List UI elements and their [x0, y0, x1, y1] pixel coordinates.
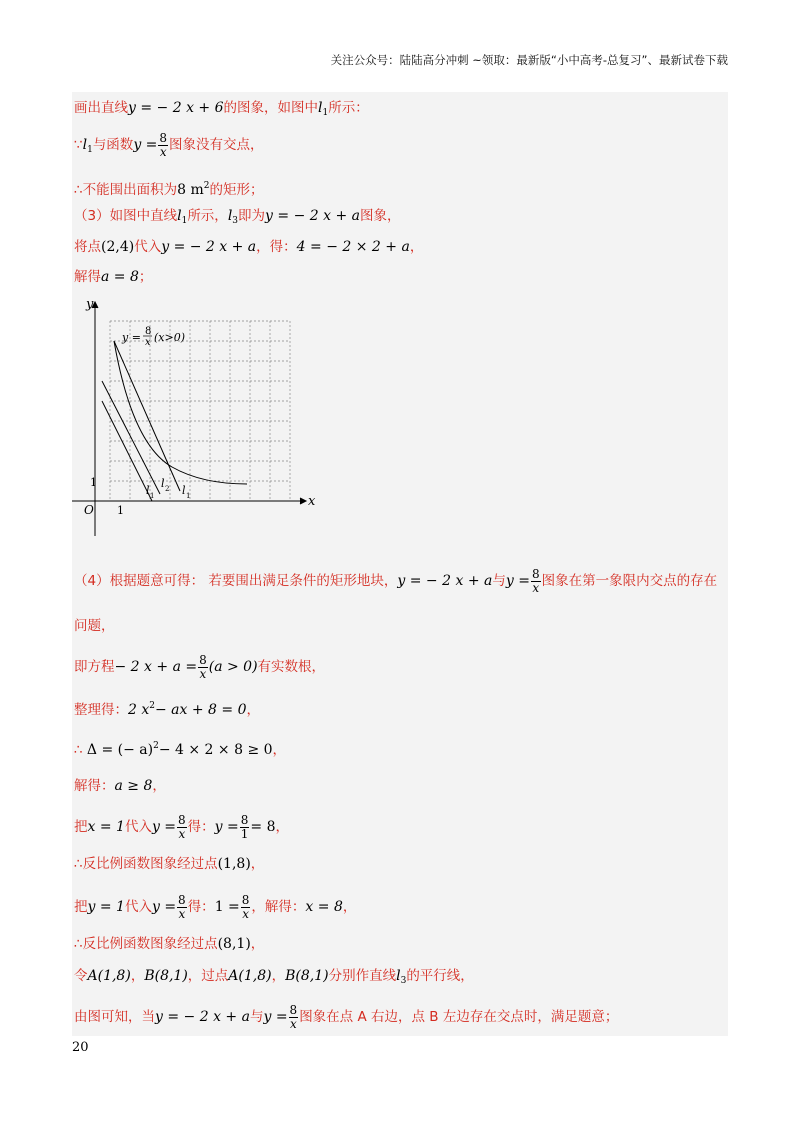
line-symbol: l — [227, 208, 233, 224]
fraction: $\frac{8}{x}$ — [178, 813, 186, 841]
text: ， — [250, 936, 265, 952]
text: 解得： — [74, 778, 115, 794]
text: ； — [138, 269, 153, 285]
equation: a ≥ 8 — [114, 778, 153, 794]
text: ， — [272, 742, 287, 758]
equation: 1 = — [214, 899, 240, 915]
point-b: B(8,1) — [285, 968, 329, 984]
text: ，过点 — [187, 968, 229, 984]
point-a: A(1,8) — [228, 968, 272, 984]
text: ， — [250, 856, 265, 872]
text: 将点 — [74, 239, 101, 255]
equation: y = − 2 x + 6 — [128, 100, 224, 116]
curve-fraction-num: 8 — [145, 326, 152, 337]
equation: − 2 x + a = — [114, 659, 198, 675]
equation: Δ = (− a) — [86, 742, 154, 758]
text: 由图可知，当 — [74, 1009, 155, 1025]
subscript: 1 — [181, 216, 188, 226]
equation: − ax + 8 = 0 — [155, 702, 247, 718]
text: 问题， — [74, 618, 115, 634]
subscript: 3 — [400, 976, 407, 986]
text-line-13 — [74, 814, 289, 841]
text: 所示， — [187, 208, 228, 224]
text-line-3 — [74, 176, 263, 200]
fraction: $\frac{8}{x}$ — [289, 1003, 298, 1031]
line-l3-left — [102, 401, 155, 501]
text: 的矩形； — [209, 182, 264, 198]
hyperbola-curve — [114, 341, 247, 484]
text: 的平行线， — [406, 968, 474, 984]
equation: y = — [151, 899, 177, 915]
point: (1,8) — [217, 856, 251, 872]
text: 得： — [187, 819, 215, 835]
equation: y = 1 — [87, 899, 125, 915]
text: 即方程 — [74, 659, 115, 675]
equation: y = — [151, 819, 177, 835]
text: 图象， — [359, 208, 401, 224]
text-line-11 — [74, 736, 286, 760]
text: 所示： — [328, 100, 369, 116]
fraction: $\frac{8}{x}$ — [178, 893, 186, 921]
text: ，解得： — [251, 899, 306, 915]
text-line-10 — [74, 696, 260, 720]
equation: 2 x — [128, 702, 150, 718]
superscript: 2 — [153, 741, 159, 751]
grid — [110, 321, 290, 501]
fraction: $\frac{8}{1}$ — [240, 813, 249, 841]
text: 画出直线 — [74, 100, 128, 116]
label-l3-sub: 1 — [150, 492, 155, 500]
text: ∴反比例函数图象经过点 — [74, 936, 218, 952]
axes — [72, 302, 306, 536]
text-line-9 — [74, 654, 325, 681]
equation: y = − 2 x + a — [155, 1009, 250, 1025]
text-line-18 — [74, 1004, 618, 1031]
superscript: 2 — [203, 181, 210, 191]
text: 的图象，如图中 — [223, 100, 319, 116]
fraction: $\frac{8}{x}$ — [159, 131, 168, 159]
text: ， — [275, 819, 289, 835]
text: 代入 — [134, 239, 162, 255]
text: 得： — [187, 899, 215, 915]
text: ，得： — [256, 239, 297, 255]
subscript: 1 — [87, 145, 93, 155]
curve-condition: (x>0) — [154, 331, 186, 344]
text: ， — [152, 778, 166, 794]
equation: 4 = − 2 × 2 + a — [296, 239, 410, 255]
point-b: B(8,1) — [144, 968, 188, 984]
point-a: A(1,8) — [87, 968, 131, 984]
curve-label — [121, 331, 141, 344]
line-symbol: l — [318, 100, 323, 116]
line-symbol: l — [177, 208, 182, 224]
equation: x = 1 — [87, 819, 125, 835]
area-value: 8 m — [177, 182, 204, 198]
point: (8,1) — [217, 936, 251, 952]
equation: y = — [133, 137, 158, 153]
text: 令 — [74, 968, 88, 984]
text: 代入 — [124, 819, 152, 835]
text-line-6 — [74, 267, 152, 287]
therefore-text: ∴不能围出面积为 — [74, 182, 178, 198]
superscript: 2 — [149, 701, 155, 711]
text: 与函数 — [92, 137, 134, 153]
text-line-2 — [74, 132, 264, 160]
text: ， — [246, 702, 260, 718]
text: 解得 — [74, 269, 101, 285]
equation: x = 8 — [305, 899, 343, 915]
text: 分别作直线 — [328, 968, 397, 984]
x-tick-label: 1 — [117, 504, 124, 517]
text: 即为 — [238, 208, 266, 224]
fraction: $\frac{8}{x}$ — [531, 567, 540, 595]
x-axis-label: x — [308, 494, 316, 509]
page-header: 关注公众号：陆陆高分冲刺 ~领取：最新版“小中高考-总复习”、最新试卷下载 — [330, 53, 728, 67]
text: 有实数根， — [257, 659, 326, 675]
equation: y = − 2 x + a — [161, 239, 257, 255]
text-line-12 — [74, 776, 166, 796]
line-l2-middle — [102, 381, 160, 494]
equation: y = — [505, 573, 530, 589]
subscript: 1 — [322, 108, 329, 118]
equation: y = — [263, 1009, 288, 1025]
equation: a = 8 — [101, 269, 139, 285]
text: ， — [130, 968, 145, 984]
equation: y = − 2 x + a — [265, 208, 360, 224]
label-l3: l — [146, 484, 150, 497]
text: 整理得： — [74, 702, 128, 718]
because-symbol: ∵ — [74, 137, 83, 153]
text-line-17 — [74, 966, 474, 991]
y-axis-label: y — [86, 297, 94, 312]
text: 把 — [74, 899, 88, 915]
text: ， — [271, 968, 286, 984]
y-tick-label: 1 — [90, 476, 97, 489]
text: ∴反比例函数图象经过点 — [74, 856, 218, 872]
fraction: $\frac{8}{x}$ — [199, 653, 207, 681]
text-line-16 — [74, 934, 264, 954]
equation: y = − 2 x + a — [397, 573, 493, 589]
text: 图象在点 A 右边，点 B 左边存在交点时，满足题意； — [299, 1009, 619, 1025]
curve-y-label: y = — [122, 331, 141, 344]
label-l1: l — [182, 484, 186, 497]
fraction: $\frac{8}{x}$ — [241, 893, 250, 921]
text-line-14 — [74, 854, 264, 874]
text: （3）如图中直线 — [74, 208, 178, 224]
label-l1-sub: 1 — [186, 492, 191, 500]
text: 与 — [249, 1009, 264, 1025]
line-symbol: l — [396, 968, 401, 984]
text: 与 — [492, 573, 506, 589]
text: 把 — [74, 819, 88, 835]
text-line-7 — [74, 568, 717, 595]
label-l2: l — [161, 477, 165, 490]
text: ， — [342, 899, 357, 915]
therefore-symbol: ∴ — [74, 742, 87, 758]
text: 图象在第一象限内交点的存在 — [541, 573, 718, 589]
origin-label: O — [84, 503, 94, 517]
line-symbol: l — [82, 137, 88, 153]
text: 图象没有交点， — [169, 137, 264, 153]
text-line-8 — [74, 616, 115, 636]
equation: = 8 — [250, 819, 276, 835]
text: ， — [409, 239, 424, 255]
equation: − 4 × 2 × 8 ≥ 0 — [158, 742, 273, 758]
text-line-5 — [74, 237, 423, 257]
text-line-1 — [74, 98, 369, 123]
text-line-15 — [74, 894, 356, 921]
condition: (a > 0) — [208, 659, 258, 675]
text-line-4 — [74, 206, 400, 231]
point: (2,4) — [101, 239, 135, 255]
solution-content — [72, 92, 728, 1036]
text: 代入 — [124, 899, 152, 915]
curve-fraction-den: x — [145, 337, 151, 348]
subscript: 3 — [232, 216, 239, 226]
equation: y = — [214, 819, 239, 835]
function-graph — [72, 294, 332, 544]
page-number: 20 — [72, 1040, 89, 1055]
text: （4）根据题意可得： 若要围出满足条件的矩形地块， — [74, 573, 398, 589]
label-l2-sub: 2 — [165, 485, 170, 493]
